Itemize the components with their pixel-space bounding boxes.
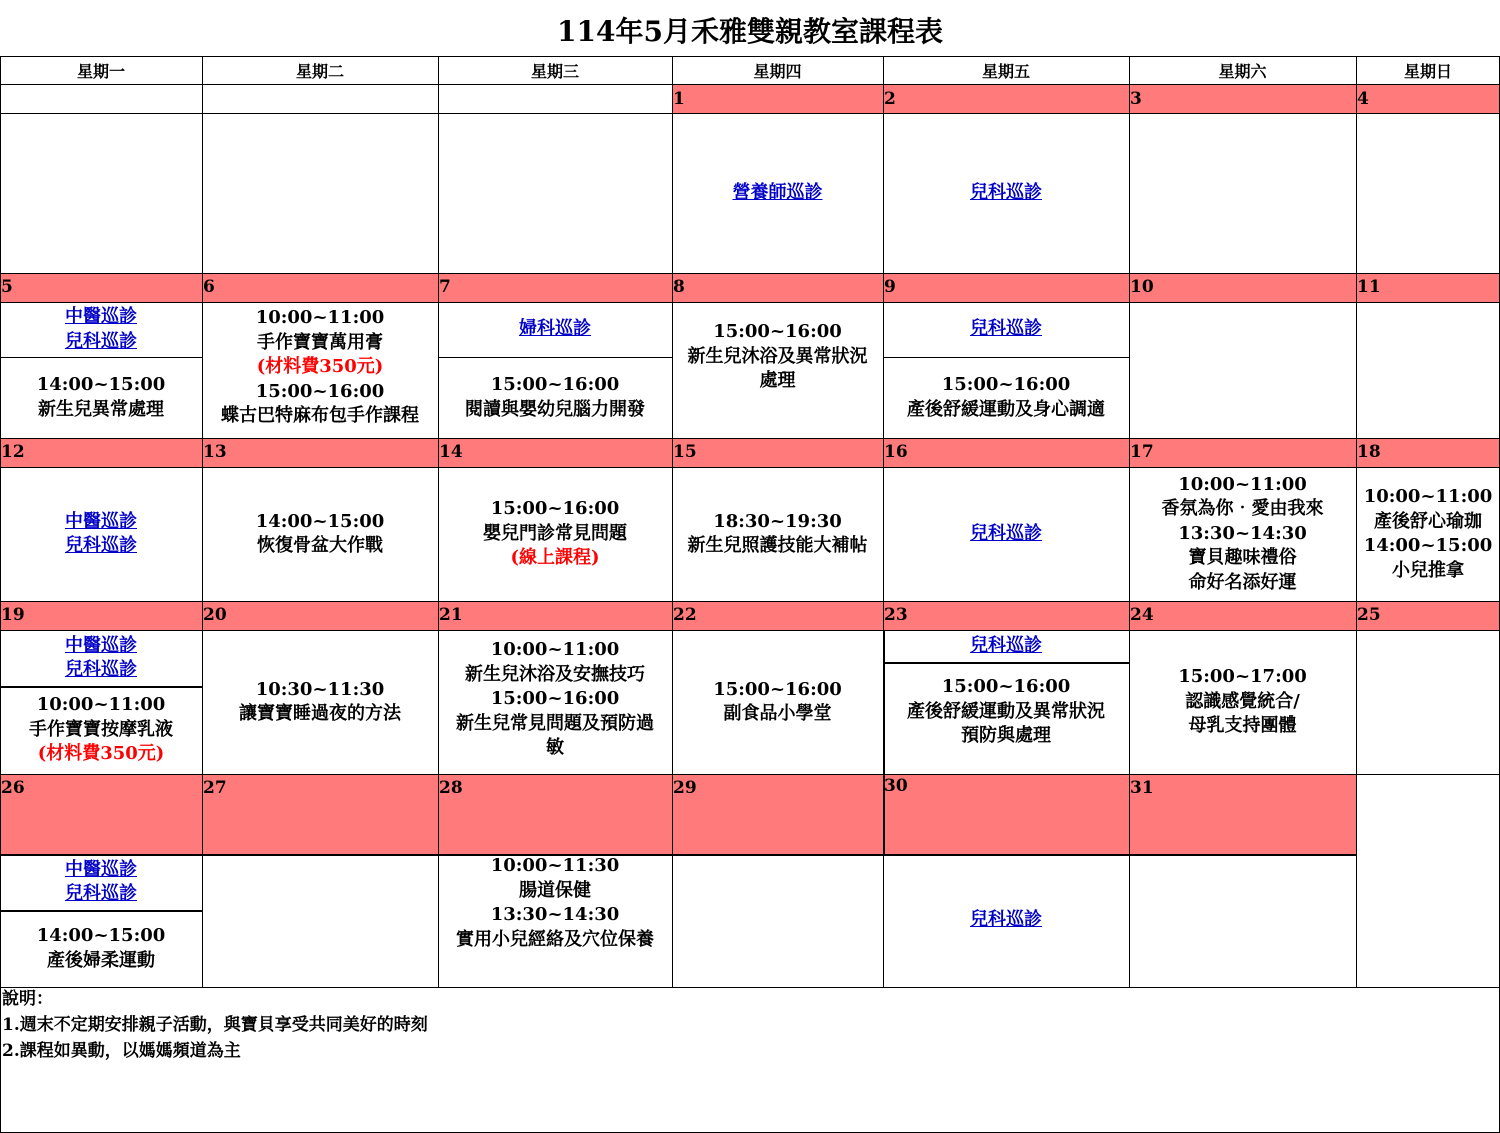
course-title: 產後舒緩運動及身心調適 (907, 398, 1105, 420)
course-cell (438, 302, 672, 357)
course-title: 認識感覺統合/ (1185, 690, 1300, 712)
fee-note: (材料費350元) (37, 743, 165, 765)
course-time: 15:00~16:00 (713, 678, 842, 700)
course-time: 14:00~15:00 (1363, 535, 1493, 556)
clinic-link[interactable]: 兒科巡診 (970, 909, 1042, 931)
course-cell (672, 467, 883, 601)
date-number: 9 (884, 277, 896, 297)
course-time: 15:00~16:00 (941, 676, 1071, 698)
course-title: 母乳支持團體 (1188, 715, 1297, 737)
course-title: 新生兒照護技能大補帖 (687, 535, 868, 556)
clinic-link[interactable]: 中醫巡診 (65, 858, 137, 880)
course-cell (202, 302, 438, 442)
date-number: 5 (1, 277, 13, 297)
course-cell (1129, 467, 1356, 601)
course-time: 15:00~16:00 (490, 374, 620, 395)
course-time: 15:00~16:00 (713, 321, 842, 342)
fee-note: (線上課程) (510, 547, 600, 569)
clinic-link[interactable]: 兒科巡診 (65, 659, 137, 680)
course-time: 15:00~16:00 (255, 380, 385, 402)
course-time: 15:00~16:00 (941, 374, 1071, 395)
date-number: 30 (884, 776, 908, 796)
date-number: 25 (1357, 605, 1381, 625)
course-cell (0, 467, 202, 601)
date-number: 10 (1130, 277, 1154, 297)
course-cell (438, 357, 672, 438)
course-cell (0, 686, 202, 774)
course-cell (202, 467, 438, 601)
date-number: 31 (1130, 778, 1154, 798)
course-title: 香氛為你‧愛由我來 (1161, 498, 1324, 520)
course-cell (672, 630, 883, 774)
course-title: 新生兒沐浴及安撫技巧 (465, 663, 645, 685)
fee-note: (材料費350元) (256, 356, 384, 377)
course-cell (1356, 467, 1500, 601)
course-title: 閱讀與嬰幼兒腦力開發 (465, 398, 645, 420)
course-time: 10:00~11:00 (490, 639, 620, 660)
weekday-header: 星期六 (1218, 61, 1267, 81)
course-cell (883, 302, 1129, 357)
course-title: 讓寶寶睡過夜的方法 (239, 703, 401, 724)
clinic-link[interactable]: 兒科巡診 (970, 634, 1042, 656)
clinic-link[interactable]: 中醫巡診 (65, 306, 137, 327)
course-cell (0, 630, 202, 686)
date-number: 13 (203, 442, 227, 462)
course-title: 手作寶寶按摩乳液 (29, 718, 173, 740)
weekday-header: 星期三 (530, 61, 579, 81)
course-title: 新生兒異常處理 (38, 398, 164, 420)
date-number: 1 (673, 89, 685, 109)
course-time: 13:30~14:30 (1178, 522, 1307, 544)
clinic-link[interactable]: 兒科巡診 (970, 181, 1042, 203)
date-number: 28 (439, 778, 463, 798)
date-number: 23 (884, 605, 908, 625)
course-title: 敏 (546, 737, 564, 758)
course-title: 處理 (759, 370, 796, 391)
course-title: 產後舒緩運動及異常狀況 (907, 700, 1105, 722)
notes-block (2, 986, 428, 1064)
date-number: 16 (884, 442, 908, 462)
note-heading: 說明： (2, 989, 53, 1009)
course-title: 產後舒心瑜珈 (1374, 510, 1482, 532)
page-title: 114年5月禾雅雙親教室課程表 (557, 15, 943, 48)
course-time: 15:00~16:00 (490, 498, 620, 520)
course-cell (883, 854, 1129, 987)
weekday-header: 星期二 (295, 61, 344, 81)
date-number: 8 (673, 277, 685, 297)
course-time: 10:00~11:00 (1363, 486, 1493, 507)
date-row-fill (0, 273, 1500, 302)
course-cell (438, 854, 672, 950)
course-time: 15:00~17:00 (1178, 666, 1307, 688)
grid-line (0, 273, 1500, 274)
note-line1: 1.週末不定期安排親子活動，與寶貝享受共同美好的時刻 (2, 1015, 428, 1035)
clinic-link[interactable]: 中醫巡診 (65, 634, 137, 656)
course-title: 產後婦柔運動 (47, 949, 155, 971)
clinic-link[interactable]: 兒科巡診 (970, 318, 1042, 340)
course-cell (883, 662, 1129, 762)
course-cell (883, 357, 1129, 438)
weekday-header: 星期一 (76, 61, 125, 81)
course-title: 嬰兒門診常見問題 (483, 522, 627, 544)
date-number: 21 (439, 605, 463, 625)
course-cell (883, 630, 1129, 662)
course-time: 10:00~11:00 (255, 307, 385, 328)
date-number: 15 (673, 442, 697, 462)
course-time: 10:00~11:00 (36, 694, 166, 716)
course-title: 恢復骨盆大作戰 (257, 535, 383, 556)
date-number: 4 (1357, 89, 1369, 109)
course-title: 命好名添好運 (1188, 571, 1297, 593)
course-title: 手作寶寶萬用膏 (257, 331, 383, 353)
clinic-link[interactable]: 兒科巡診 (970, 522, 1042, 544)
course-cell (438, 467, 672, 601)
course-cell (883, 113, 1129, 273)
course-title: 新生兒沐浴及異常狀況 (687, 345, 868, 367)
course-time: 14:00~15:00 (255, 510, 385, 532)
course-time: 10:00~11:00 (1178, 473, 1307, 495)
course-title: 新生兒常見問題及預防過 (456, 712, 654, 734)
course-cell (883, 467, 1129, 601)
course-time: 10:00~11:30 (490, 855, 620, 876)
date-number: 11 (1357, 277, 1381, 297)
course-time: 15:00~16:00 (490, 688, 620, 709)
date-number: 12 (1, 442, 25, 462)
date-number: 17 (1130, 442, 1154, 462)
course-cell (202, 630, 438, 774)
clinic-link[interactable]: 兒科巡診 (65, 330, 137, 352)
course-title: 小兒推拿 (1392, 559, 1464, 581)
date-number: 20 (203, 605, 227, 625)
course-cell (672, 302, 883, 394)
clinic-link[interactable]: 兒科巡診 (65, 883, 137, 904)
course-cell (0, 357, 202, 438)
weekday-header: 星期四 (753, 61, 802, 81)
weekday-header: 星期日 (1403, 61, 1452, 81)
weekday-header: 星期五 (981, 61, 1030, 81)
date-number: 2 (884, 89, 896, 109)
date-number: 26 (1, 778, 25, 798)
clinic-link[interactable]: 營養師巡診 (732, 181, 823, 203)
grid-line (0, 854, 1356, 856)
note-line2: 2.課程如異動，以媽媽頻道為主 (2, 1041, 241, 1061)
date-number: 14 (439, 442, 463, 462)
course-title: 副食品小學堂 (723, 703, 832, 724)
schedule-table (0, 56, 1500, 1133)
course-time: 10:30~11:30 (255, 678, 385, 700)
course-title: 實用小兒經絡及穴位保養 (456, 928, 654, 950)
course-title: 寶貝趣味禮俗 (1188, 547, 1297, 569)
date-number: 18 (1357, 442, 1381, 462)
course-time: 14:00~15:00 (36, 374, 166, 395)
course-time: 13:30~14:30 (490, 904, 620, 925)
course-cell (438, 630, 672, 782)
course-cell (672, 113, 883, 273)
course-cell (0, 854, 202, 910)
date-number: 27 (203, 778, 227, 798)
clinic-link[interactable]: 婦科巡診 (519, 318, 591, 340)
course-title: 腸道保健 (519, 879, 591, 901)
course-time: 18:30~19:30 (713, 510, 842, 532)
date-number: 7 (439, 277, 451, 297)
course-title: 蝶古巴特麻布包手作課程 (221, 405, 419, 426)
course-cell (0, 302, 202, 357)
date-row-fill (672, 85, 1500, 113)
date-number: 24 (1130, 605, 1154, 625)
date-number: 19 (1, 605, 25, 625)
clinic-link[interactable]: 兒科巡診 (65, 535, 137, 556)
date-number: 3 (1130, 89, 1142, 109)
clinic-link[interactable]: 中醫巡診 (65, 510, 137, 532)
date-number: 29 (673, 778, 697, 798)
course-cell (1129, 630, 1356, 774)
date-number: 6 (203, 277, 215, 297)
course-cell (0, 910, 202, 987)
date-number: 22 (673, 605, 697, 625)
course-title: 預防與處理 (961, 725, 1051, 747)
grid-line (0, 84, 1500, 85)
course-time: 14:00~15:00 (36, 925, 166, 946)
